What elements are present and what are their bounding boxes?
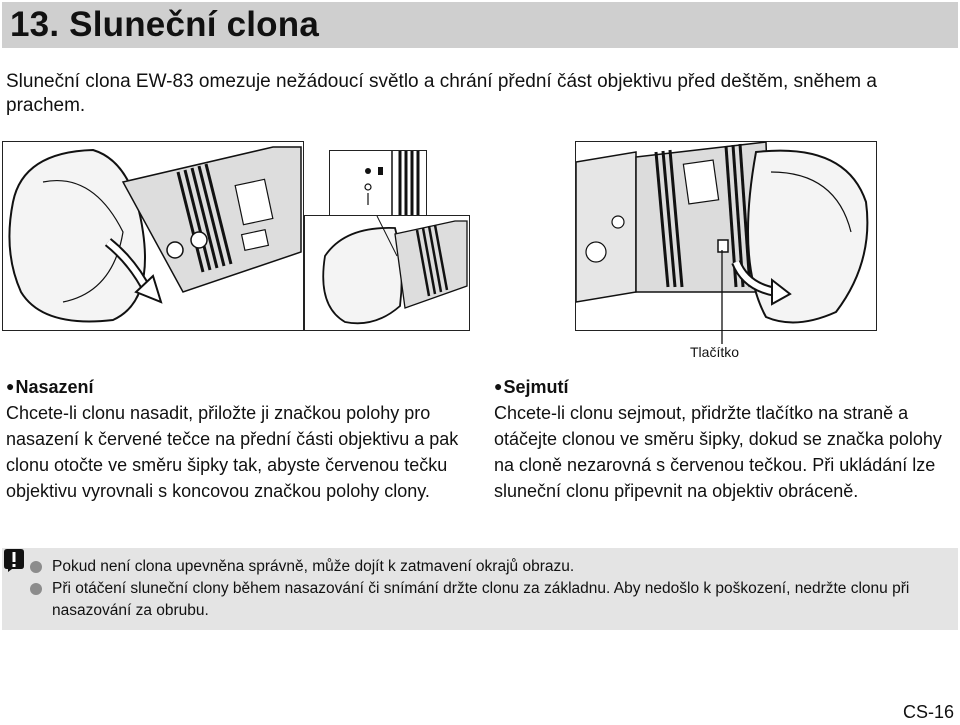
caution-icon — [2, 548, 26, 572]
button-callout-label: Tlačítko — [690, 344, 740, 360]
detach-section — [494, 373, 954, 504]
alignment-marks-drawing — [330, 151, 426, 215]
caution-item — [30, 556, 954, 578]
attach-lens-drawing — [3, 142, 303, 330]
caution-bullet-icon — [30, 583, 42, 595]
page-title: 13. Sluneční clona — [10, 5, 319, 44]
detach-body: Chcete-li clonu sejmout, přidržte tlačítko na straně a otáčejte clonou ve směru šipky, dokud se značka polohy na cloně nezarovná s červenou tečkou. Při ukládání lze sluneční clonu připevnit na objektiv obráceně. — [494, 403, 942, 501]
detach-heading-text: Sejmutí — [503, 377, 569, 397]
attach-bullet-icon: ● — [6, 378, 15, 394]
attached-hood-illustration — [304, 215, 470, 331]
attach-heading-text: Nasazení — [15, 377, 94, 397]
page-number: CS-16 — [902, 702, 954, 722]
caution-item-text: Při otáčení sluneční clony během nasazování či snímání držte clonu za základnu. Aby nedošlo k poškození, nedržte clonu při nasazování za obrubu. — [52, 580, 910, 619]
detach-illustration — [575, 141, 877, 331]
caution-item-text: Pokud není clona upevněna správně, může dojít k zatmavení okrajů obrazu. — [52, 558, 575, 575]
detach-bullet-icon: ● — [494, 378, 503, 394]
attach-heading — [6, 373, 471, 400]
caution-item — [30, 578, 954, 622]
attach-illustration — [2, 141, 304, 331]
intro-paragraph: Sluneční clona EW-83 omezuje nežádoucí světlo a chrání přední část objektivu před deštěm, sněhem a prachem. — [6, 71, 877, 116]
caution-box — [2, 548, 958, 630]
attached-hood-drawing — [305, 216, 469, 330]
detach-heading — [494, 373, 954, 400]
attach-body: Chcete-li clonu nasadit, přiložte ji značkou polohy pro nasazení k červené tečce na přední části objektivu a pak clonu otočte ve směru šipky tak, abyste červenou tečku objektivu vyrovnali s koncovou značkou polohy clony. — [6, 403, 459, 501]
caution-bullet-icon — [30, 561, 42, 573]
detach-lens-drawing — [576, 142, 876, 330]
attach-section — [6, 373, 471, 504]
caution-list — [30, 556, 954, 622]
title-bar — [2, 2, 958, 48]
alignment-detail — [329, 150, 427, 216]
